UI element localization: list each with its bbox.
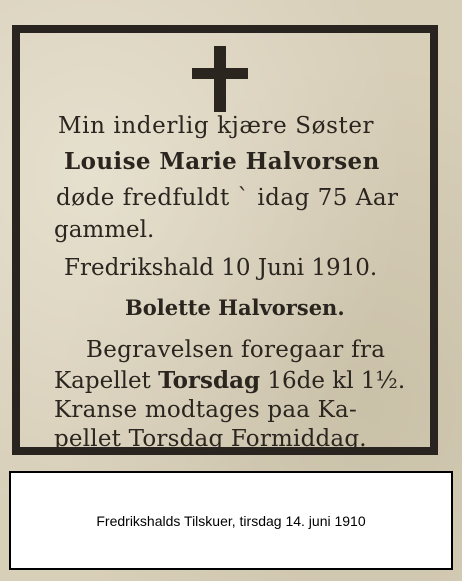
place-date: Fredrikshald 10 Juni 1910. <box>64 255 378 281</box>
notice-line-7: Begravelsen foregaar fra <box>86 337 386 363</box>
deceased-name: Louise Marie Halvorsen <box>64 148 380 175</box>
notice-line-9: Kranse modtages paa Ka- <box>54 397 357 423</box>
notice-line-4: gammel. <box>54 217 155 243</box>
notice-line-10: pellet Torsdag Formiddag. <box>54 426 367 452</box>
caption-box <box>9 471 453 570</box>
bleed-through-bottom <box>228 558 428 581</box>
notice-line-1: Min inderlig kjære Søster <box>58 113 375 139</box>
notice-line-8-bold: Torsdag <box>158 367 261 394</box>
notice-border-left <box>12 25 20 455</box>
signatory-name: Bolette Halvorsen. <box>125 295 345 320</box>
notice-border-right <box>430 25 438 455</box>
notice-line-8-pre: Kapellet <box>54 368 159 394</box>
caption-text: Fredrikshalds Tilskuer, tirsdag 14. juni 1910 <box>96 512 366 529</box>
cross-icon-bar <box>192 68 248 79</box>
cross-icon <box>214 46 226 112</box>
notice-line-3: døde fredfuldt ` idag 75 Aar <box>56 185 399 211</box>
notice-line-8 <box>54 367 414 394</box>
notice-border-top <box>12 25 438 33</box>
bleed-through-text <box>330 28 460 108</box>
notice-line-8-post: 16de kl 1½. <box>260 368 406 394</box>
